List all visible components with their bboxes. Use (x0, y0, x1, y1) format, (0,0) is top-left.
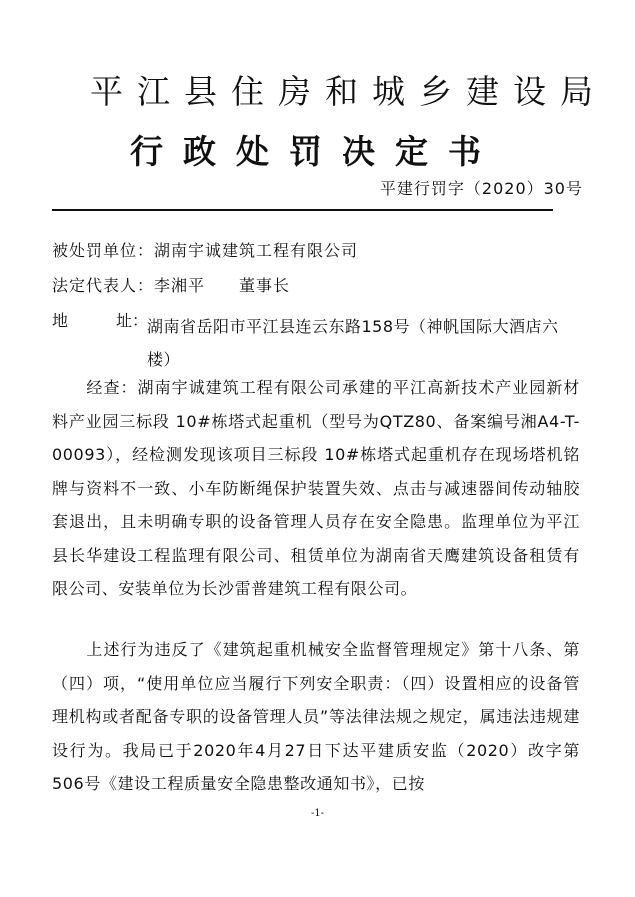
legal-representative-name: 李湘平 (154, 276, 206, 295)
penalized-entity-row (52, 240, 358, 262)
violation-text: 上述行为违反了《建筑起重机械安全监督管理规定》第十八条、第（四）项，“使用单位应当履行下列安全职责：（四）设置相应的设备管理机构或者配备专职的设备管理人员”等法律法规之规定，属违法违规建设行为。我局已于2020年4月27日下达平建质安监（2020）改字第506号《建设工程质量安全隐患整改通知书》，已按 (52, 640, 580, 793)
legal-representative-row (52, 275, 290, 297)
violation-paragraph (52, 633, 580, 801)
document-type-title: 行政处罚决定书 (130, 132, 501, 171)
address-label-part-1: 地 (52, 311, 69, 330)
page-number: -1- (310, 808, 325, 819)
findings-paragraph (52, 371, 580, 606)
penalized-entity-label: 被处罚单位： (52, 241, 155, 260)
legal-representative-label: 法定代表人： (52, 276, 155, 295)
document-number: 平建行罚字（2020）30号 (379, 179, 583, 198)
penalized-entity-value: 湖南宇诚建筑工程有限公司 (154, 241, 359, 260)
address-label-part-2: 址： (116, 311, 149, 330)
agency-name: 平江县住房和城乡建设局 (90, 72, 607, 111)
legal-representative-title: 董事长 (239, 276, 291, 295)
address-value: 湖南省岳阳市平江县连云东路158号（神帆国际大酒店六楼） (147, 317, 559, 369)
header-divider (52, 209, 553, 211)
findings-text: 经查：湖南宇诚建筑工程有限公司承建的平江高新技术产业园新材料产业园三标段 10#栋塔式起重机（型号为QTZ80、备案编号湘A4-T-00093），经检测发现该项目三标段 10#栋塔式起重机存在现场塔机铭牌与资料不一致、小车防断绳保护装置失效、点击与减速器间传动轴胶套退出，且未明确专职的设备管理人员存在安全隐患。监理单位为平江县长华建设工程监理有限公司、租赁单位为湖南省天鹰建筑设备租赁有限公司、安装单位为长沙雷普建筑工程有限公司。 (52, 378, 580, 598)
